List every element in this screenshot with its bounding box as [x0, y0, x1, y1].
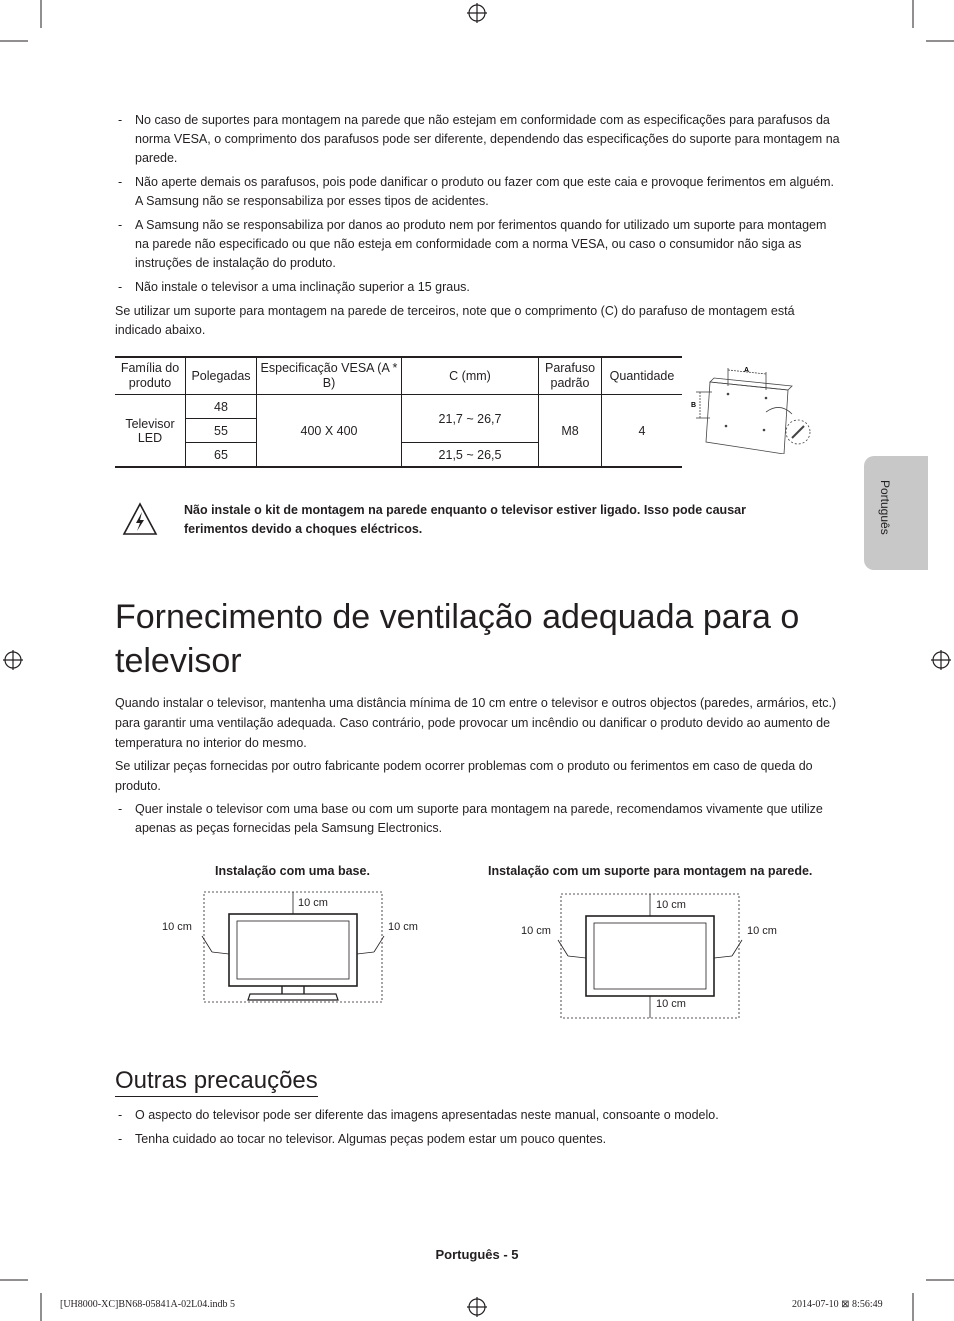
- list-item-text: A Samsung não se responsabiliza por danos ao produto nem por ferimentos quando for utilizado um suporte para montagem na parede não especificado ou que não esteja em conformidade com a norma VESA, ou caso o consumidor não siga as instruções de instalação do produto.: [135, 218, 827, 270]
- list-item-text: Quer instale o televisor com uma base ou com um suporte para montagem na parede, recomendamos vivamente que utilize apenas as peças fornecidas pela Samsung Electronics.: [135, 802, 823, 835]
- table-row: [115, 395, 682, 419]
- wall-mount-notes: [115, 111, 840, 302]
- table-header-row: [115, 357, 682, 395]
- wall-diagram: [520, 890, 780, 1022]
- stand-left-label: 10 cm: [162, 921, 192, 933]
- stand-diagram: [160, 888, 430, 1006]
- col-header: Especificação VESA (A * B): [257, 357, 402, 395]
- vesa-spec-table: [115, 356, 682, 468]
- family-value: Televisor LED: [125, 416, 175, 445]
- print-meta-left: [UH8000-XC]BN68-05841A-02L04.indb 5: [60, 1299, 235, 1310]
- list-item-text: Não aperte demais os parafusos, pois pode danificar o produto ou fazer com que este caia e provoque ferimentos em alguém. A Samsung não se responsabiliza por esses tipos de acidentes.: [135, 175, 835, 208]
- col-header: Parafuso padrão: [539, 357, 602, 395]
- list-item: - A Samsung não se responsabiliza por danos ao produto nem por ferimentos quando for utilizado um suporte para montagem na parede não especificado ou que não esteja em conformidade com a norma VESA, ou caso o consumidor não siga as instruções de instalação do produto.: [118, 218, 827, 270]
- stand-caption: Instalação com uma base.: [215, 864, 370, 878]
- c-cell: 21,5 ~ 26,5: [402, 443, 539, 468]
- wall-left-label: 10 cm: [521, 925, 551, 937]
- list-item-text: O aspecto do televisor pode ser diferente das imagens apresentadas neste manual, consoante o modelo.: [135, 1108, 719, 1122]
- ventilation-paragraph-2: Se utilizar peças fornecidas por outro fabricante podem ocorrer problemas com o produto ou ferimentos em caso de queda do produto.: [115, 759, 813, 793]
- inch-cell: 55: [186, 419, 257, 443]
- subsection-title: Outras precauções: [115, 1066, 318, 1097]
- warning-icon: [122, 502, 158, 536]
- list-item-text: Tenha cuidado ao tocar no televisor. Algumas peças podem estar um pouco quentes.: [135, 1132, 607, 1146]
- wall-mount-figure: [688, 362, 818, 454]
- inch-cell: 48: [186, 395, 257, 419]
- ventilation-paragraph-1: Quando instalar o televisor, mantenha uma distância mínima de 10 cm entre o televisor e outros objectos (paredes, armários, etc.) para garantir uma ventilação adequada. Caso contrário, pode provocar um incêndio ou danificar o produto devido ao aumento de temperatura no interior do mesmo.: [115, 696, 837, 750]
- quantity-cell: 4: [602, 395, 683, 468]
- label-a: A: [744, 367, 750, 374]
- stand-top-label: 10 cm: [298, 897, 328, 909]
- col-header: C (mm): [402, 357, 539, 395]
- print-meta-right: 2014-07-10 ⊠ 8:56:49: [792, 1299, 883, 1310]
- list-item: - Não instale o televisor a uma inclinação superior a 15 graus.: [118, 280, 470, 294]
- list-item-text: No caso de suportes para montagem na parede que não estejam em conformidade com as especificações para parafusos da norma VESA, o comprimento dos parafusos pode ser diferente, dependendo das especificações do suporte para montagem na parede.: [135, 113, 840, 165]
- screw-length-intro: Se utilizar um suporte para montagem na parede de terceiros, note que o comprimento (C) do parafuso de montagem está indicado abaixo.: [115, 304, 795, 337]
- language-tab-label: Português: [878, 480, 892, 535]
- list-item: - O aspecto do televisor pode ser diferente das imagens apresentadas neste manual, consoante o modelo.: [118, 1108, 719, 1122]
- family-cell: [115, 395, 186, 468]
- page-footer: Português - 5: [435, 1247, 519, 1262]
- vesa-cell: 400 X 400: [257, 395, 402, 468]
- c-cell: 21,7 ~ 26,7: [402, 395, 539, 443]
- list-item-text: Não instale o televisor a uma inclinação superior a 15 graus.: [135, 280, 470, 294]
- section-title: Fornecimento de ventilação adequada para o televisor: [115, 598, 800, 680]
- list-item: - Quer instale o televisor com uma base ou com um suporte para montagem na parede, recomendamos vivamente que utilize apenas as peças fornecidas pela Samsung Electronics.: [118, 802, 823, 835]
- wall-bottom-label: 10 cm: [656, 998, 686, 1010]
- language-tab: [864, 456, 928, 570]
- label-b: B: [691, 402, 697, 409]
- ventilation-notes: [115, 800, 840, 843]
- wall-top-label: 10 cm: [656, 899, 686, 911]
- col-header: Família do produto: [115, 357, 186, 395]
- other-precautions: [115, 1106, 840, 1154]
- screw-cell: M8: [539, 395, 602, 468]
- list-item: - No caso de suportes para montagem na parede que não estejam em conformidade com as especificações para parafusos da norma VESA, o comprimento dos parafusos pode ser diferente, dependendo das especificações do suporte para montagem na parede.: [118, 113, 840, 165]
- col-header: Quantidade: [602, 357, 683, 395]
- list-item: - Tenha cuidado ao tocar no televisor. Algumas peças podem estar um pouco quentes.: [118, 1132, 607, 1146]
- stand-right-label: 10 cm: [388, 921, 418, 933]
- list-item: - Não aperte demais os parafusos, pois pode danificar o produto ou fazer com que este caia e provoque ferimentos em alguém. A Samsung não se responsabiliza por esses tipos de acidentes.: [118, 175, 835, 208]
- col-header: Polegadas: [186, 357, 257, 395]
- wall-caption: Instalação com um suporte para montagem na parede.: [488, 864, 813, 878]
- warning-text: Não instale o kit de montagem na parede enquanto o televisor estiver ligado. Isso pode causar ferimentos devido a choques eléctricos.: [184, 503, 746, 536]
- inch-cell: 65: [186, 443, 257, 468]
- wall-right-label: 10 cm: [747, 925, 777, 937]
